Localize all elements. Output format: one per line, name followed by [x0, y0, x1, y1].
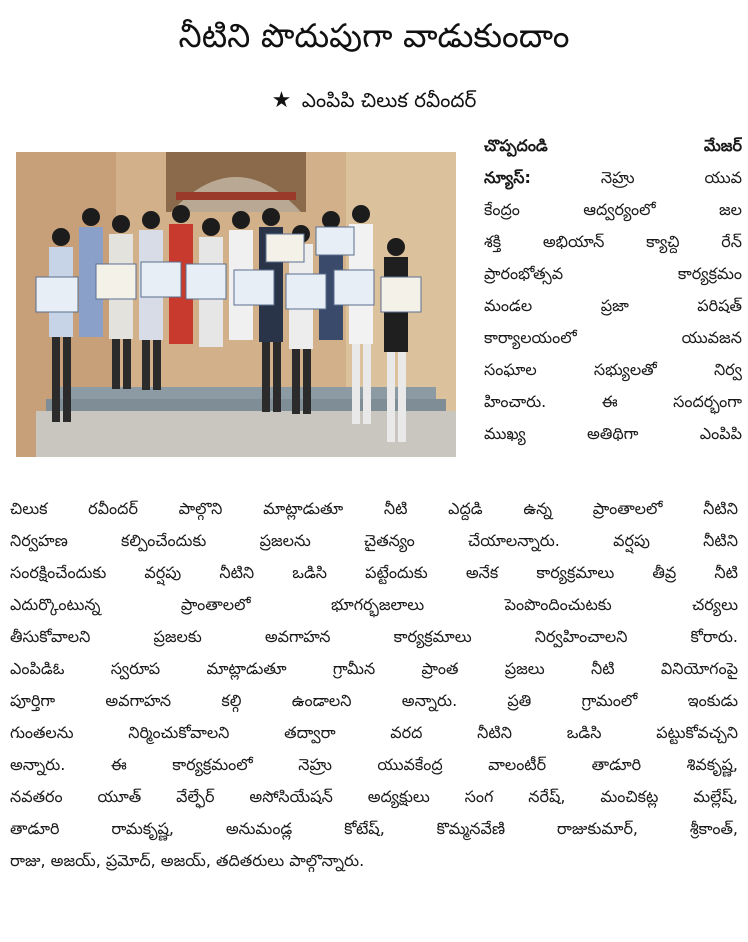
- side-line: ముఖ్య అతిథిగా ఎంపిపి: [484, 424, 742, 443]
- body-line: సంరక్షించేందుకు వర్షపు నీటిని ఒడిసి పట్టేందుకు అనేక కార్యక్రమాలు తీవ్ర నీటి: [10, 563, 738, 582]
- dateline-line-1: చొప్పదండి మేజర్: [484, 136, 742, 155]
- body-line: ఎంపిడిఓ స్వరూప మాట్లాడుతూ గ్రామీన ప్రాంత ప్రజలు నీటి వినియోగంపై: [10, 659, 738, 678]
- byline-name: ఎంపిపి చిలుక రవీందర్: [301, 88, 477, 112]
- body-line: రాజు, అజయ్, ప్రమోద్, అజయ్, తదితరులు పాల్గొన్నారు.: [10, 851, 365, 870]
- article-photo: [16, 152, 456, 457]
- side-line: సంఘాల సభ్యులతో నిర్వ: [484, 360, 742, 379]
- body-line: ఎదుర్కొంటున్న ప్రాంతాలలో భూగర్భజలాలు పెంపొందించుటకు చర్యలు: [10, 595, 738, 614]
- body-line: చిలుక రవీందర్ పాల్గొని మాట్లాడుతూ నీటి ఎద్దడి ఉన్న ప్రాంతాలలో నీటిని: [10, 499, 738, 518]
- dateline-source: న్యూస్:: [484, 168, 531, 187]
- body-line: నిర్వహణ కల్పించేందుకు ప్రజలను చైతన్యం చేయాలన్నారు. వర్షపు నీటిని: [10, 531, 738, 550]
- article-side-column: [484, 130, 742, 450]
- side-line: ప్రారంభోత్సవ కార్యక్రమం: [484, 264, 742, 283]
- body-line: తీసుకోవాలని ప్రజలకు అవగాహన కార్యక్రమాలు నిర్వహించాలని కోరారు.: [10, 627, 738, 646]
- side-line: కేంద్రం ఆద్వర్యంలో జల: [484, 200, 742, 219]
- group-photo-illustration: [16, 152, 456, 457]
- body-line: నవతరం యూత్ వేల్ఫేర్ అసోసియేషన్ అద్యక్షులు సంగ నరేష్, మంచికట్ల మల్లేష్,: [10, 787, 738, 806]
- side-line: కార్యాలయంలో యువజన: [484, 328, 742, 347]
- side-line: శక్తి అభియాన్ క్యాచ్ది రేన్: [484, 232, 742, 251]
- body-line: పూర్తిగా అవగాహన కల్గి ఉండాలని అన్నారు. ప్రతి గ్రామంలో ఇంకుడు: [10, 691, 738, 710]
- side-line: మండల ప్రజా పరిషత్: [484, 296, 742, 315]
- star-icon: ★: [271, 88, 292, 113]
- article-body: [10, 493, 738, 877]
- byline: [0, 82, 748, 119]
- dateline-line-2: [484, 162, 742, 194]
- headline: నీటిని పొదుపుగా వాడుకుందాం: [178, 16, 570, 55]
- body-line: గుంతలను నిర్మించుకోవాలని తద్వారా వరద నీటిని ఒడిసి పట్టుకోవచ్చని: [10, 723, 738, 742]
- body-line: తాడూరి రామకృష్ణ, అనుమండ్ల కోటేష్, కొమ్మనవేణి రాజుకుమార్, శ్రీకాంత్,: [10, 819, 738, 838]
- side-line: హించారు. ఈ సందర్భంగా: [484, 392, 742, 411]
- body-line: అన్నారు. ఈ కార్యక్రమంలో నెహ్రు యువకేంద్ర వాలంటీర్ తాడూరి శివకృష్ణ,: [10, 755, 738, 774]
- side-line: నెహ్రు యువ: [600, 168, 742, 187]
